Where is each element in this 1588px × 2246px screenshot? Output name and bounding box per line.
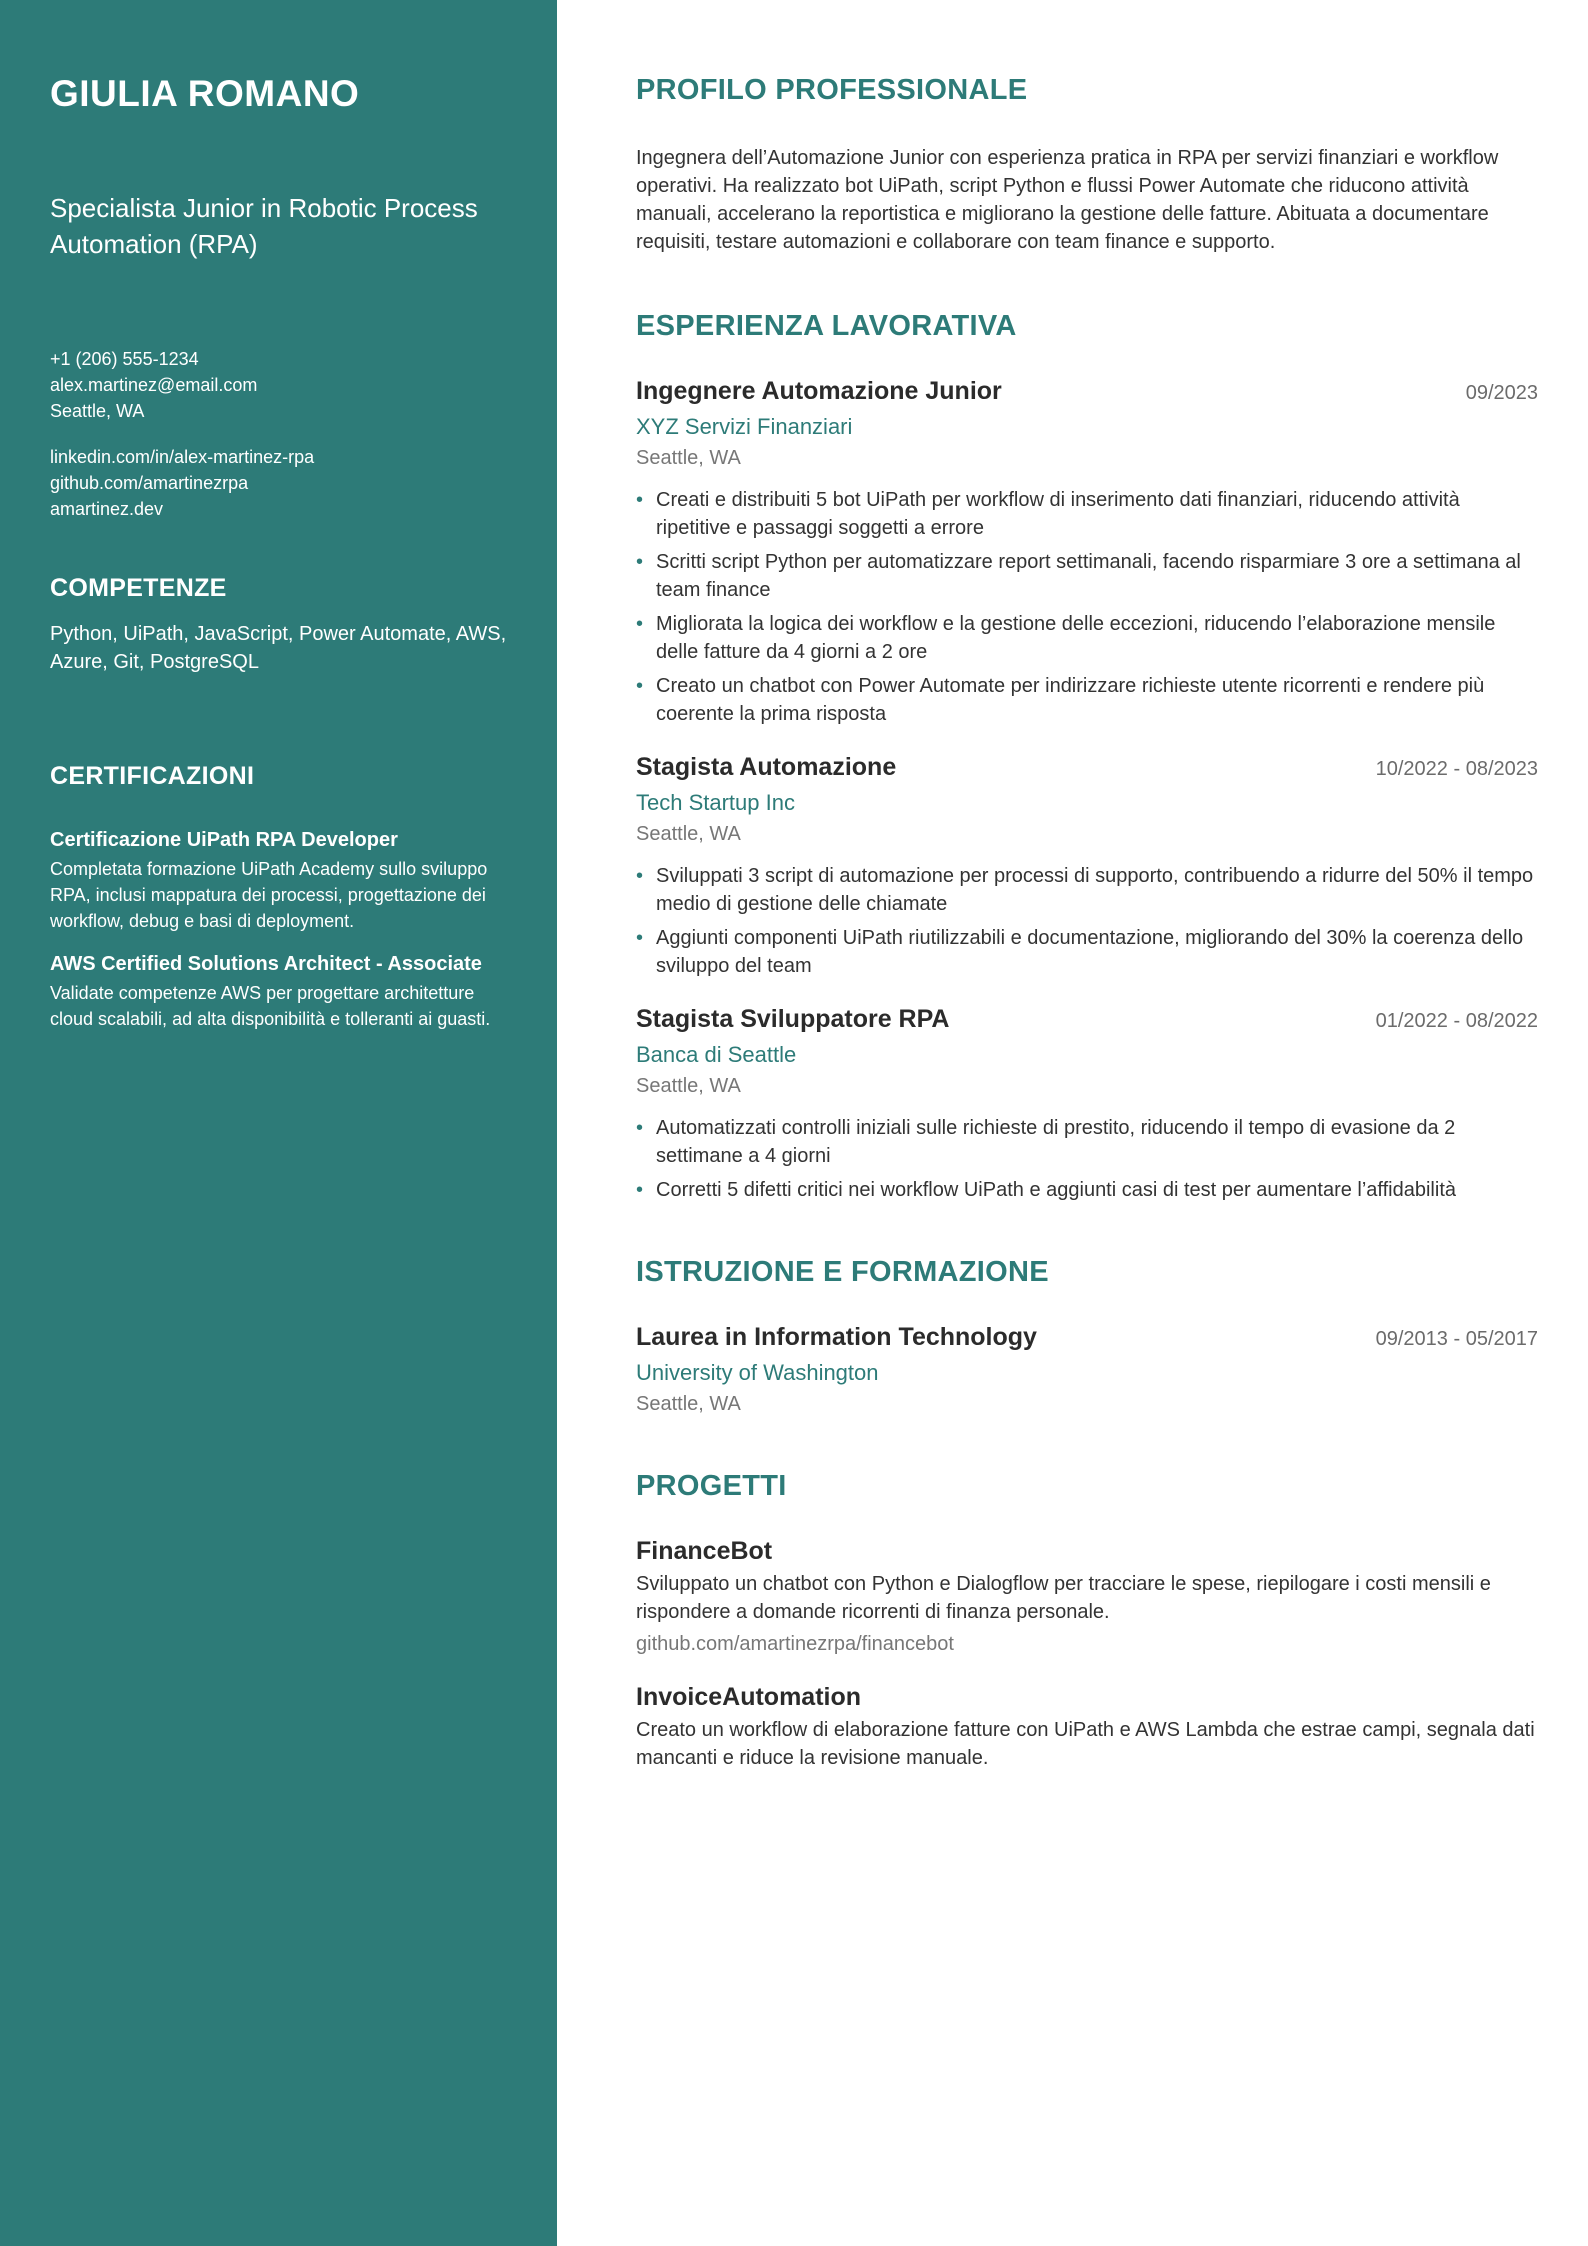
certification-title: Certificazione UiPath RPA Developer — [50, 829, 398, 851]
bullet-dot-icon: • — [636, 551, 644, 573]
candidate-role: Specialista Junior in Robotic Process Automation (RPA) — [50, 193, 478, 259]
main-content — [557, 0, 1588, 2246]
contact-basic — [50, 346, 507, 424]
profile-heading: PROFILO PROFESSIONALE — [636, 74, 1028, 106]
education-entry — [636, 1320, 1538, 1418]
job-bullets — [636, 1114, 1538, 1204]
entry-header — [636, 750, 1538, 784]
bullet-text: Scritti script Python per automatizzare report settimanali, facendo risparmiare 3 ore a settimana al team finance — [656, 551, 1521, 601]
bullet-text: Aggiunti componenti UiPath riutilizzabili e documentazione, migliorando del 30% la coerenza dello sviluppo del team — [656, 927, 1524, 977]
profile-section — [636, 72, 1538, 256]
entry-header — [636, 1320, 1538, 1354]
company-name: XYZ Servizi Finanziari — [636, 414, 853, 439]
job-title: Ingegnere Automazione Junior — [636, 377, 1002, 405]
bullet-text: Migliorata la logica dei workflow e la gestione delle eccezioni, riducendo l’elaborazione mensile delle fatture da 4 giorni a 2 ore — [656, 613, 1496, 663]
job-title: Stagista Automazione — [636, 753, 897, 781]
sidebar — [0, 0, 557, 2246]
experience-entry — [636, 374, 1538, 728]
bullet-item — [636, 1176, 1538, 1204]
projects-section — [636, 1468, 1538, 1772]
bullet-item — [636, 672, 1538, 728]
certifications-heading: CERTIFICAZIONI — [50, 762, 255, 790]
project-item — [636, 1534, 1538, 1658]
certifications-section — [50, 760, 507, 1032]
job-date: 09/2023 — [1465, 382, 1538, 404]
bullet-dot-icon: • — [636, 613, 644, 635]
bullet-text: Automatizzati controlli iniziali sulle richieste di prestito, riducendo il tempo di evasione da 2 settimane a 4 giorni — [656, 1117, 1456, 1167]
bullet-text: Creato un chatbot con Power Automate per indirizzare richieste utente ricorrenti e rendere più coerente la prima risposta — [656, 675, 1485, 725]
bullet-dot-icon: • — [636, 927, 644, 949]
entry-header — [636, 1002, 1538, 1036]
company-name: Banca di Seattle — [636, 1042, 797, 1067]
certification-description: Validate competenze AWS per progettare architetture cloud scalabili, ad alta disponibilità e tolleranti ai guasti. — [50, 983, 491, 1029]
candidate-name: GIULIA ROMANO — [50, 73, 360, 114]
certification-item — [50, 826, 507, 934]
bullet-dot-icon: • — [636, 1179, 644, 1201]
project-description: Creato un workflow di elaborazione fatture con UiPath e AWS Lambda che estrae campi, segnala dati mancanti e riduce la revisione manuale. — [636, 1719, 1535, 1769]
bullet-dot-icon: • — [636, 675, 644, 697]
job-date: 01/2022 - 08/2022 — [1375, 1010, 1538, 1032]
bullet-dot-icon: • — [636, 1117, 644, 1139]
bullet-item — [636, 610, 1538, 666]
certifications-list — [50, 826, 507, 1032]
experience-section — [636, 308, 1538, 1204]
degree-date: 09/2013 - 05/2017 — [1375, 1328, 1538, 1350]
bullet-item — [636, 486, 1538, 542]
contact-website[interactable]: amartinez.dev — [50, 499, 164, 519]
experience-entry — [636, 750, 1538, 980]
contact-links — [50, 444, 507, 522]
degree-title: Laurea in Information Technology — [636, 1323, 1037, 1351]
job-location: Seattle, WA — [636, 1075, 741, 1097]
skills-heading: COMPETENZE — [50, 574, 227, 602]
skills-list: Python, UiPath, JavaScript, Power Automate, AWS, Azure, Git, PostgreSQL — [50, 623, 507, 673]
job-bullets — [636, 486, 1538, 728]
certification-description: Completata formazione UiPath Academy sullo sviluppo RPA, inclusi mappatura dei processi, progettazione dei workflow, debug e basi di deployment. — [50, 859, 488, 931]
projects-heading: PROGETTI — [636, 1470, 787, 1502]
contact-location: Seattle, WA — [50, 401, 145, 421]
contact-linkedin[interactable]: linkedin.com/in/alex-martinez-rpa — [50, 447, 315, 467]
education-list — [636, 1320, 1538, 1418]
bullet-text: Corretti 5 difetti critici nei workflow UiPath e aggiunti casi di test per aumentare l’affidabilità — [656, 1179, 1456, 1201]
project-link[interactable]: github.com/amartinezrpa/financebot — [636, 1633, 954, 1655]
project-title: FinanceBot — [636, 1537, 773, 1565]
contact-github[interactable]: github.com/amartinezrpa — [50, 473, 249, 493]
bullet-text: Sviluppati 3 script di automazione per processi di supporto, contribuendo a ridurre del 50% il tempo medio di gestione delle chiamate — [656, 865, 1534, 915]
contact-email[interactable]: alex.martinez@email.com — [50, 375, 258, 395]
bullet-item — [636, 1114, 1538, 1170]
school-location: Seattle, WA — [636, 1393, 741, 1415]
project-title: InvoiceAutomation — [636, 1683, 862, 1711]
experience-heading: ESPERIENZA LAVORATIVA — [636, 310, 1017, 342]
bullet-item — [636, 924, 1538, 980]
project-item — [636, 1680, 1538, 1772]
job-bullets — [636, 862, 1538, 980]
bullet-item — [636, 862, 1538, 918]
school-name: University of Washington — [636, 1360, 879, 1385]
company-name: Tech Startup Inc — [636, 790, 795, 815]
project-description: Sviluppato un chatbot con Python e Dialogflow per tracciare le spese, riepilogare i costi mensili e rispondere a domande ricorrenti di finanza personale. — [636, 1573, 1491, 1623]
bullet-item — [636, 548, 1538, 604]
job-location: Seattle, WA — [636, 823, 741, 845]
job-location: Seattle, WA — [636, 447, 741, 469]
experience-entry — [636, 1002, 1538, 1204]
contact-info — [50, 346, 507, 522]
education-section — [636, 1254, 1538, 1418]
projects-list — [636, 1534, 1538, 1772]
certification-item — [50, 950, 507, 1032]
contact-phone: +1 (206) 555-1234 — [50, 349, 199, 369]
job-date: 10/2022 - 08/2023 — [1375, 758, 1538, 780]
entry-header — [636, 374, 1538, 408]
education-heading: ISTRUZIONE E FORMAZIONE — [636, 1256, 1049, 1288]
job-title: Stagista Sviluppatore RPA — [636, 1005, 950, 1033]
profile-text: Ingegnera dell’Automazione Junior con esperienza pratica in RPA per servizi finanziari e workflow operativi. Ha realizzato bot UiPath, script Python e flussi Power Automate che riducono attività manuali, accelerano la reportistica e migliorano la gestione delle fatture. Abituata a documentare requisiti, testare automazioni e collaborare con team finance e supporto. — [636, 147, 1499, 253]
skills-section — [50, 572, 507, 676]
bullet-dot-icon: • — [636, 865, 644, 887]
bullet-text: Creati e distribuiti 5 bot UiPath per workflow di inserimento dati finanziari, riducendo attività ripetitive e passaggi soggetti a errore — [656, 489, 1460, 539]
certification-title: AWS Certified Solutions Architect - Associate — [50, 953, 482, 975]
experience-list — [636, 374, 1538, 1204]
bullet-dot-icon: • — [636, 489, 644, 511]
